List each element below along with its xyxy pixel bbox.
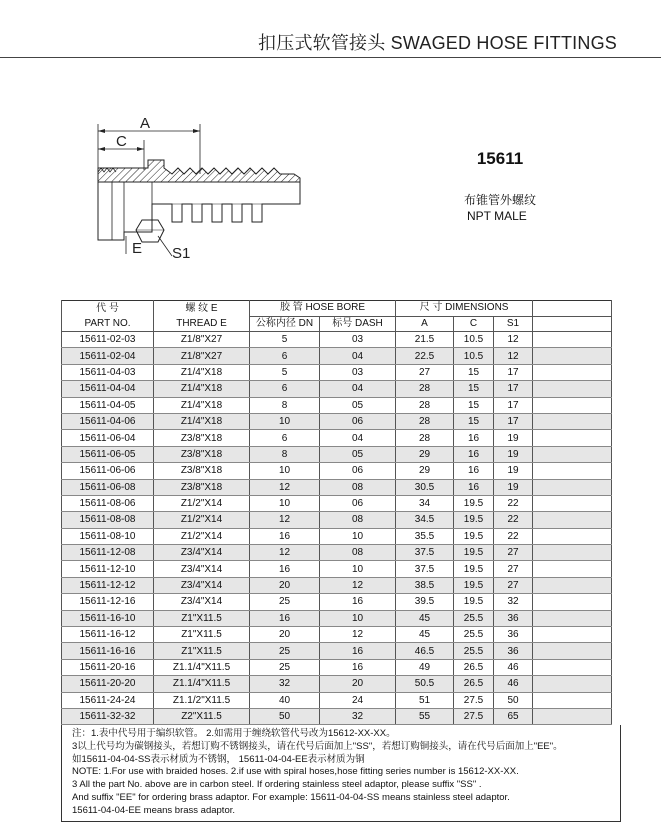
cell-dim-c: 16: [454, 446, 494, 462]
cell-blank: [533, 643, 612, 659]
cell-part-no: 15611-04-03: [62, 364, 154, 380]
cell-thread: Z1/4"X18: [154, 397, 250, 413]
note-line: 3以上代号均为碳钢接头，若想订购不锈钢接头，请在代号后面加上"SS"，若想订购铜接头，请在代号后面加上"EE"。: [72, 741, 563, 753]
table-row: [62, 381, 612, 397]
cell-dim-a: 27: [396, 364, 454, 380]
cell-dim-a: 46.5: [396, 643, 454, 659]
cell-thread: Z1/4"X18: [154, 413, 250, 429]
cell-blank: [533, 446, 612, 462]
cell-dim-s1: 22: [494, 528, 533, 544]
cell-dash: 16: [320, 594, 396, 610]
cell-dash: 10: [320, 561, 396, 577]
cell-dn: 5: [250, 332, 320, 348]
table-row: [62, 577, 612, 593]
cell-dim-c: 16: [454, 463, 494, 479]
cell-part-no: 15611-16-10: [62, 610, 154, 626]
cell-blank: [533, 610, 612, 626]
cell-thread: Z1/2"X14: [154, 495, 250, 511]
cell-thread: Z3/8"X18: [154, 463, 250, 479]
cell-dash: 16: [320, 643, 396, 659]
cell-dn: 16: [250, 561, 320, 577]
cell-thread: Z1"X11.5: [154, 643, 250, 659]
cell-part-no: 15611-06-04: [62, 430, 154, 446]
cell-thread: Z3/8"X18: [154, 479, 250, 495]
cell-blank: [533, 692, 612, 708]
table-row: [62, 561, 612, 577]
cell-dim-a: 28: [396, 381, 454, 397]
cell-dim-c: 16: [454, 430, 494, 446]
note-line: 注：1.表中代号用于编织软管。 2.如需用于缠绕软管代号改为15612-XX-XX。: [72, 728, 396, 740]
table-row: [62, 610, 612, 626]
cell-dim-c: 26.5: [454, 676, 494, 692]
cell-dn: 8: [250, 446, 320, 462]
cell-dim-c: 15: [454, 364, 494, 380]
cell-dash: 04: [320, 348, 396, 364]
cell-dim-s1: 32: [494, 594, 533, 610]
series-part-number: 15611: [476, 149, 524, 168]
cell-dn: 25: [250, 659, 320, 675]
cell-dn: 32: [250, 676, 320, 692]
cell-blank: [533, 397, 612, 413]
table-row: [62, 397, 612, 413]
cell-part-no: 15611-20-16: [62, 659, 154, 675]
table-row: [62, 545, 612, 561]
table-row: [62, 463, 612, 479]
cell-blank: [533, 381, 612, 397]
cell-part-no: 15611-04-05: [62, 397, 154, 413]
cell-dn: 25: [250, 594, 320, 610]
cell-dash: 12: [320, 577, 396, 593]
cell-blank: [533, 512, 612, 528]
cell-blank: [533, 577, 612, 593]
cell-thread: Z1/4"X18: [154, 364, 250, 380]
cell-thread: Z3/4"X14: [154, 545, 250, 561]
cell-dash: 03: [320, 332, 396, 348]
cell-part-no: 15611-12-08: [62, 545, 154, 561]
cell-dim-a: 49: [396, 659, 454, 675]
note-line: 3 All the part No. above are in carbon steel. If ordering stainless steel adaptor, please suffix "SS" .: [72, 779, 482, 791]
cell-part-no: 15611-08-06: [62, 495, 154, 511]
cell-part-no: 15611-06-06: [62, 463, 154, 479]
cell-dim-c: 19.5: [454, 594, 494, 610]
cell-dim-a: 50.5: [396, 676, 454, 692]
cell-thread: Z1/8"X27: [154, 332, 250, 348]
table-row: [62, 348, 612, 364]
header-hose-bore: 胶 管 HOSE BORE: [250, 301, 396, 317]
cell-dim-c: 19.5: [454, 577, 494, 593]
cell-dn: 6: [250, 381, 320, 397]
cell-dn: 10: [250, 413, 320, 429]
cell-part-no: 15611-08-10: [62, 528, 154, 544]
table-header-row-1: [62, 301, 612, 317]
cell-part-no: 15611-24-24: [62, 692, 154, 708]
dimension-e-label: E: [132, 240, 143, 257]
cell-dim-a: 30.5: [396, 479, 454, 495]
cell-dim-a: 28: [396, 413, 454, 429]
cell-dash: 08: [320, 479, 396, 495]
cell-dn: 12: [250, 545, 320, 561]
cell-blank: [533, 463, 612, 479]
header-blank-2: [533, 316, 612, 332]
cell-dim-s1: 27: [494, 561, 533, 577]
cell-part-no: 15611-12-16: [62, 594, 154, 610]
cell-dim-s1: 19: [494, 479, 533, 495]
cell-dim-s1: 12: [494, 348, 533, 364]
cell-dim-s1: 36: [494, 643, 533, 659]
table-row: [62, 594, 612, 610]
cell-dim-s1: 27: [494, 545, 533, 561]
table-header-row-2: [62, 316, 612, 332]
cell-part-no: 15611-06-05: [62, 446, 154, 462]
cell-dim-c: 26.5: [454, 659, 494, 675]
cell-dash: 16: [320, 659, 396, 675]
cell-thread: Z1.1/4"X11.5: [154, 659, 250, 675]
cell-thread: Z3/4"X14: [154, 561, 250, 577]
cell-blank: [533, 594, 612, 610]
cell-blank: [533, 364, 612, 380]
cell-dash: 08: [320, 512, 396, 528]
cell-dn: 5: [250, 364, 320, 380]
cell-dim-s1: 19: [494, 430, 533, 446]
dimension-c-label: C: [116, 133, 127, 150]
cell-dn: 50: [250, 708, 320, 724]
cell-dim-c: 27.5: [454, 692, 494, 708]
cell-dim-s1: 17: [494, 397, 533, 413]
connection-type-en: NPT MALE: [467, 209, 527, 223]
cell-dn: 8: [250, 397, 320, 413]
cell-dim-s1: 65: [494, 708, 533, 724]
cell-dim-s1: 36: [494, 610, 533, 626]
header-a: A: [396, 316, 454, 332]
cell-dim-c: 16: [454, 479, 494, 495]
cell-dn: 20: [250, 627, 320, 643]
cell-dim-c: 10.5: [454, 332, 494, 348]
cell-dim-a: 29: [396, 463, 454, 479]
header-thread-en: THREAD E: [154, 316, 250, 332]
cell-dash: 20: [320, 676, 396, 692]
cell-part-no: 15611-08-08: [62, 512, 154, 528]
cell-dash: 24: [320, 692, 396, 708]
header-thread-cn: 螺 纹 E: [154, 301, 250, 317]
cell-blank: [533, 676, 612, 692]
cell-dash: 05: [320, 397, 396, 413]
header-c: C: [454, 316, 494, 332]
cell-thread: Z1/4"X18: [154, 381, 250, 397]
cell-part-no: 15611-12-12: [62, 577, 154, 593]
cell-dim-a: 28: [396, 397, 454, 413]
cell-dim-s1: 17: [494, 413, 533, 429]
cell-thread: Z1/2"X14: [154, 512, 250, 528]
cell-part-no: 15611-06-08: [62, 479, 154, 495]
cell-dim-c: 15: [454, 381, 494, 397]
cell-part-no: 15611-04-06: [62, 413, 154, 429]
cell-dim-c: 15: [454, 397, 494, 413]
cell-dim-s1: 22: [494, 495, 533, 511]
cell-dash: 10: [320, 528, 396, 544]
table-row: [62, 528, 612, 544]
cell-dim-a: 21.5: [396, 332, 454, 348]
cell-part-no: 15611-16-12: [62, 627, 154, 643]
cell-thread: Z1/2"X14: [154, 528, 250, 544]
cell-dim-a: 45: [396, 610, 454, 626]
cell-thread: Z1"X11.5: [154, 627, 250, 643]
cell-dim-s1: 46: [494, 676, 533, 692]
header-part-en: PART NO.: [62, 316, 154, 332]
header-dn: 公称内径 DN: [250, 316, 320, 332]
cell-part-no: 15611-02-04: [62, 348, 154, 364]
cell-dn: 12: [250, 479, 320, 495]
table-row: [62, 692, 612, 708]
fitting-drawing: [82, 112, 312, 270]
cell-dim-s1: 36: [494, 627, 533, 643]
cell-dim-a: 38.5: [396, 577, 454, 593]
cell-blank: [533, 659, 612, 675]
cell-thread: Z1.1/2"X11.5: [154, 692, 250, 708]
table-row: [62, 413, 612, 429]
cell-dn: 16: [250, 528, 320, 544]
spec-table-container: [61, 300, 611, 822]
cell-blank: [533, 528, 612, 544]
cell-dim-c: 27.5: [454, 708, 494, 724]
table-row: [62, 479, 612, 495]
cell-dash: 06: [320, 413, 396, 429]
dimension-s1-label: S1: [172, 245, 191, 262]
cell-dim-a: 29: [396, 446, 454, 462]
cell-dim-a: 34.5: [396, 512, 454, 528]
table-row: [62, 659, 612, 675]
table-row: [62, 446, 612, 462]
cell-blank: [533, 430, 612, 446]
dimension-a-label: A: [140, 115, 151, 132]
cell-dash: 05: [320, 446, 396, 462]
header-blank: [533, 301, 612, 317]
cell-dn: 40: [250, 692, 320, 708]
cell-dim-c: 19.5: [454, 495, 494, 511]
cell-thread: Z3/4"X14: [154, 594, 250, 610]
cell-dim-s1: 17: [494, 381, 533, 397]
note-line: And suffix "EE" for ordering brass adaptor. For example: 15611-04-04-SS means stainless steel adaptor.: [72, 791, 510, 803]
cell-blank: [533, 545, 612, 561]
cell-dim-c: 19.5: [454, 512, 494, 528]
cell-thread: Z3/8"X18: [154, 430, 250, 446]
notes-section: [61, 725, 621, 822]
cell-dash: 10: [320, 610, 396, 626]
cell-dim-c: 10.5: [454, 348, 494, 364]
cell-blank: [533, 561, 612, 577]
cell-dim-c: 25.5: [454, 610, 494, 626]
table-row: [62, 708, 612, 724]
cell-thread: Z1"X11.5: [154, 610, 250, 626]
cell-blank: [533, 348, 612, 364]
cell-dn: 25: [250, 643, 320, 659]
note-line: NOTE: 1.For use with braided hoses. 2.if use with spiral hoses,hose fitting series number is 15612-XX-XX.: [72, 766, 519, 778]
table-row: [62, 332, 612, 348]
header-part-cn: 代 号: [62, 301, 154, 317]
cell-dim-a: 45: [396, 627, 454, 643]
cell-dash: 06: [320, 495, 396, 511]
cell-dim-c: 25.5: [454, 643, 494, 659]
cell-dim-s1: 46: [494, 659, 533, 675]
cell-part-no: 15611-20-20: [62, 676, 154, 692]
cell-dim-c: 15: [454, 413, 494, 429]
table-row: [62, 643, 612, 659]
cell-dim-a: 39.5: [396, 594, 454, 610]
cell-blank: [533, 479, 612, 495]
header-s1: S1: [494, 316, 533, 332]
page-title: 扣压式软管接头 SWAGED HOSE FITTINGS: [258, 33, 617, 53]
note-line: 如15611-04-04-SS表示材质为不锈钢， 15611-04-04-EE表示材质为铜: [72, 753, 365, 765]
cell-dash: 04: [320, 381, 396, 397]
cell-part-no: 15611-02-03: [62, 332, 154, 348]
cell-dim-a: 55: [396, 708, 454, 724]
cell-blank: [533, 627, 612, 643]
cell-dim-a: 22.5: [396, 348, 454, 364]
cell-dim-a: 37.5: [396, 561, 454, 577]
cell-blank: [533, 413, 612, 429]
cell-blank: [533, 708, 612, 724]
cell-thread: Z1.1/4"X11.5: [154, 676, 250, 692]
spec-table-body: [62, 332, 612, 725]
header-dimensions: 尺 寸 DIMENSIONS: [396, 301, 533, 317]
spec-table: [61, 300, 612, 725]
cell-thread: Z1/8"X27: [154, 348, 250, 364]
cell-dash: 04: [320, 430, 396, 446]
cell-dim-c: 19.5: [454, 545, 494, 561]
cell-dn: 6: [250, 430, 320, 446]
cell-dim-s1: 12: [494, 332, 533, 348]
table-row: [62, 495, 612, 511]
cell-dim-a: 51: [396, 692, 454, 708]
table-row: [62, 430, 612, 446]
cell-part-no: 15611-12-10: [62, 561, 154, 577]
cell-thread: Z3/4"X14: [154, 577, 250, 593]
cell-dim-s1: 19: [494, 446, 533, 462]
cell-part-no: 15611-16-16: [62, 643, 154, 659]
connection-type-cn: 布锥管外螺纹: [464, 193, 537, 207]
cell-blank: [533, 495, 612, 511]
cell-dash: 32: [320, 708, 396, 724]
cell-dim-a: 34: [396, 495, 454, 511]
cell-dim-s1: 50: [494, 692, 533, 708]
header-divider: [0, 57, 661, 58]
cell-dim-c: 19.5: [454, 528, 494, 544]
cell-thread: Z2"X11.5: [154, 708, 250, 724]
cell-blank: [533, 332, 612, 348]
cell-dim-c: 25.5: [454, 627, 494, 643]
cell-dn: 10: [250, 495, 320, 511]
cell-dim-c: 19.5: [454, 561, 494, 577]
cell-thread: Z3/8"X18: [154, 446, 250, 462]
cell-dn: 12: [250, 512, 320, 528]
cell-dim-s1: 17: [494, 364, 533, 380]
cell-dim-s1: 27: [494, 577, 533, 593]
cell-dash: 08: [320, 545, 396, 561]
cell-dim-s1: 22: [494, 512, 533, 528]
table-row: [62, 676, 612, 692]
cell-dash: 06: [320, 463, 396, 479]
cell-dn: 6: [250, 348, 320, 364]
cell-dim-a: 37.5: [396, 545, 454, 561]
cell-dn: 10: [250, 463, 320, 479]
cell-dash: 12: [320, 627, 396, 643]
cell-part-no: 15611-32-32: [62, 708, 154, 724]
table-row: [62, 627, 612, 643]
cell-dn: 16: [250, 610, 320, 626]
cell-dim-a: 28: [396, 430, 454, 446]
cell-dn: 20: [250, 577, 320, 593]
cell-part-no: 15611-04-04: [62, 381, 154, 397]
cell-dash: 03: [320, 364, 396, 380]
table-row: [62, 364, 612, 380]
table-row: [62, 512, 612, 528]
header-dash: 标号 DASH: [320, 316, 396, 332]
cell-dim-a: 35.5: [396, 528, 454, 544]
note-line: 15611-04-04-EE means brass adaptor.: [72, 804, 236, 816]
cell-dim-s1: 19: [494, 463, 533, 479]
